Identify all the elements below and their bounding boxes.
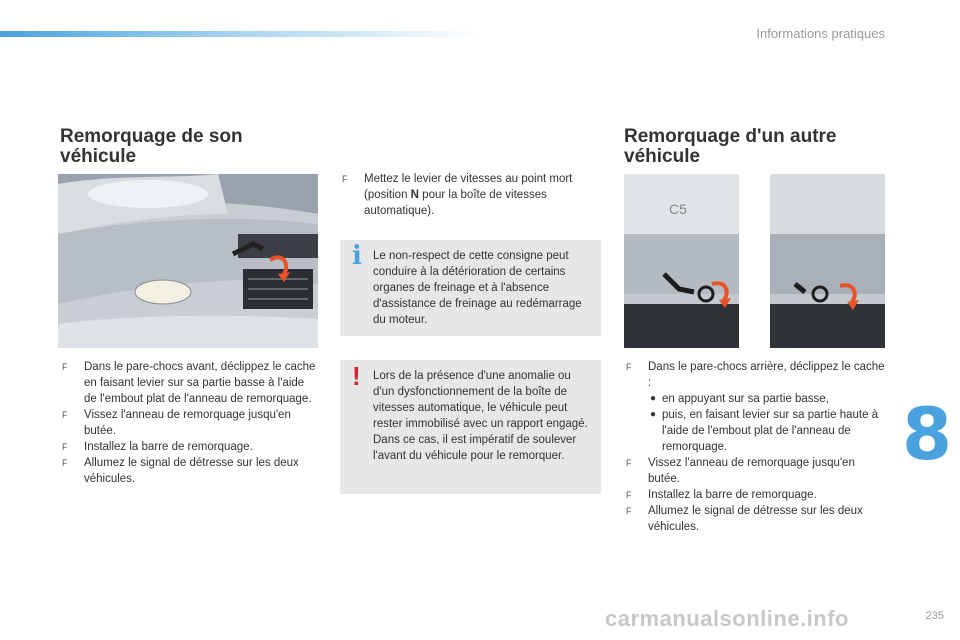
- step-marker-icon: F: [342, 174, 348, 184]
- step-marker-icon: F: [62, 362, 68, 372]
- bullet-icon: ●: [650, 393, 657, 404]
- sub-steps: [648, 391, 886, 455]
- list-item: F Installez la barre de remorquage.: [626, 489, 817, 501]
- info-icon: i: [352, 241, 362, 271]
- step-marker-icon: F: [62, 410, 68, 420]
- list-item: F Dans le pare-chocs arrière, déclippez le cache : ● en appuyant sur sa partie basse, ● puis, en faisant levier sur sa partie haute à l'aide de l'embout plat de l'anneau de remorquage.: [626, 361, 885, 453]
- list-item: F Mettez le levier de vitesses au point mort (position N pour la boîte de vitesses automatique).: [342, 173, 573, 217]
- list-item: F Dans le pare-chocs avant, déclippez le cache en faisant levier sur sa partie basse à l'aide de l'embout plat de l'anneau de remorquage.: [62, 361, 316, 405]
- list-item: F Vissez l'anneau de remorquage jusqu'en butée.: [626, 457, 855, 485]
- info-note-text: Le non-respect de cette consigne peut conduire à la détérioration de certains organes de freinage et à l'absence d'assistance de freinage au redémarrage du moteur.: [373, 250, 582, 326]
- step-marker-icon: F: [626, 490, 632, 500]
- list-item: F Installez la barre de remorquage.: [62, 441, 253, 453]
- list-item: ● puis, en faisant levier sur sa partie haute à l'aide de l'embout plat de l'anneau de remorquage.: [650, 409, 879, 453]
- list-item: F Vissez l'anneau de remorquage jusqu'en butée.: [62, 409, 291, 437]
- step-marker-icon: F: [626, 458, 632, 468]
- right-title: Remorquage d'un autre véhicule: [624, 126, 837, 167]
- rear-bumper-photo-2: [770, 174, 885, 348]
- left-steps: [60, 359, 318, 487]
- info-note: [340, 240, 601, 336]
- watermark: carmanualsonline.info: [605, 606, 849, 631]
- right-steps: [624, 359, 886, 535]
- left-title: Remorquage de son véhicule: [60, 126, 243, 167]
- list-item: F Allumez le signal de détresse sur les deux véhicules.: [626, 505, 863, 533]
- bullet-icon: ●: [650, 409, 657, 420]
- warning-icon: !: [352, 361, 361, 391]
- middle-steps: [340, 171, 595, 219]
- step-marker-icon: F: [626, 362, 632, 372]
- step-marker-icon: F: [626, 506, 632, 516]
- step-marker-icon: F: [62, 442, 68, 452]
- svg-text:C5: C5: [669, 201, 687, 217]
- chapter-number: 8: [902, 392, 953, 476]
- page-number: 235: [925, 610, 944, 622]
- list-item: ● en appuyant sur sa partie basse,: [650, 393, 829, 405]
- header-accent-bar: [0, 31, 480, 37]
- list-item: F Allumez le signal de détresse sur les deux véhicules.: [62, 457, 299, 485]
- section-header: Informations pratiques: [756, 26, 885, 41]
- rear-bumper-photo-1: [624, 174, 739, 348]
- warning-note-text: Lors de la présence d'une anomalie ou d'un dysfonctionnement de la boîte de vitesses automatique, le véhicule peut rester immobilisé avec un rapport engagé. Dans ce cas, il est impératif de soulever l'avant du véhicule pour le remorquer.: [373, 370, 588, 462]
- warning-note: [340, 360, 601, 494]
- step-marker-icon: F: [62, 458, 68, 468]
- front-bumper-photo: [58, 174, 318, 348]
